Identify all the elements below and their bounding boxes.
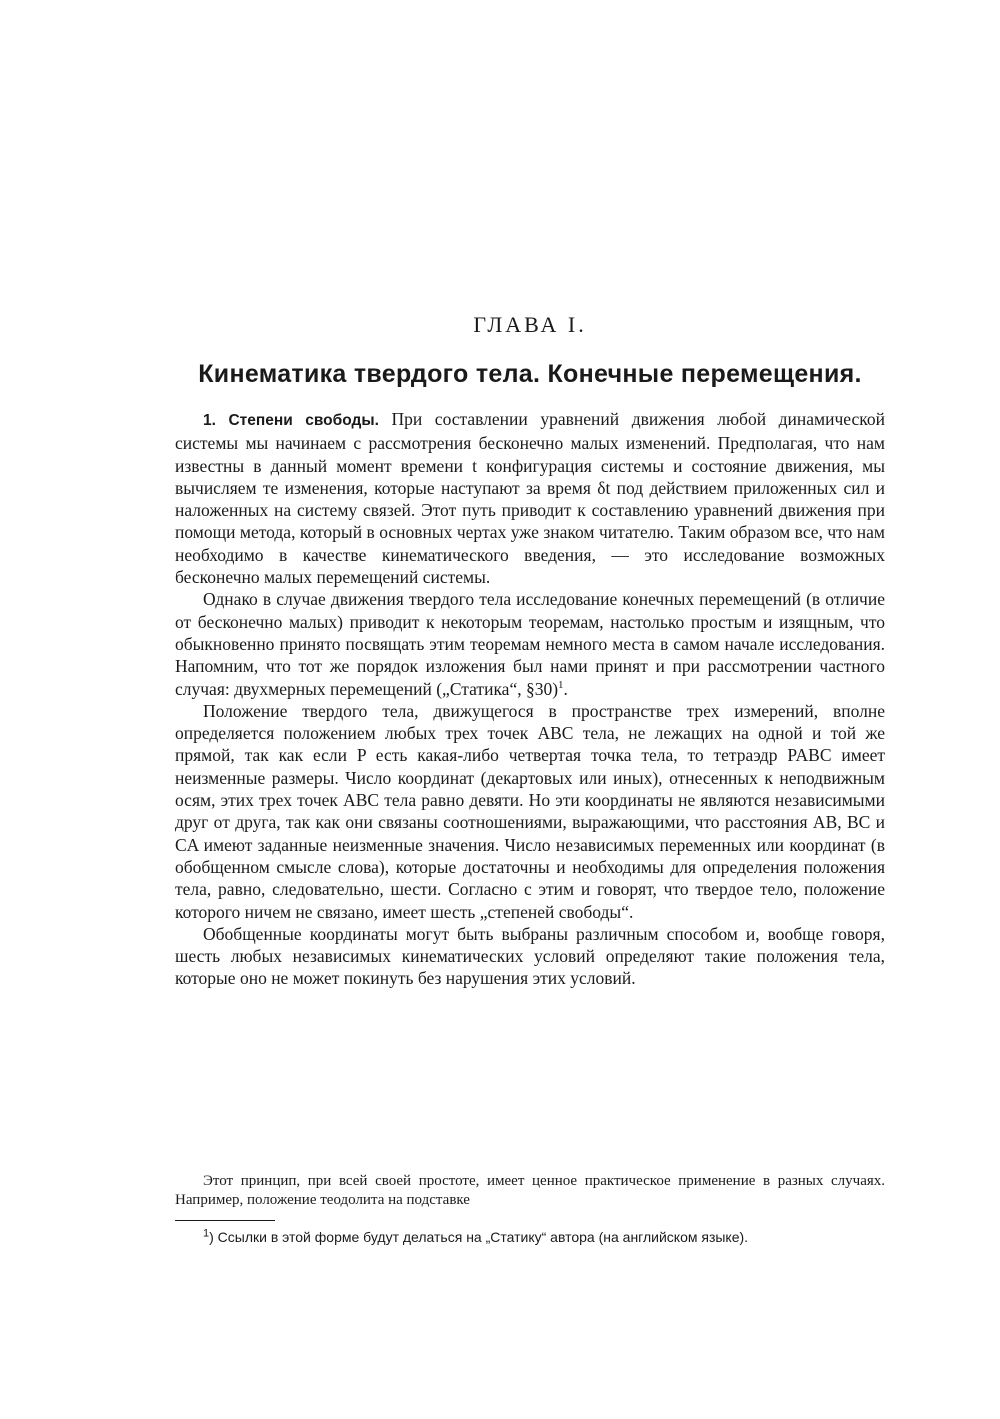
paragraph-4: Обобщенные координаты могут быть выбраны различным способом и, вообще говоря, шесть любых независимых кинематических условий определяют такие положения тела, которые оно не может покинуть без нарушения этих условий. bbox=[175, 923, 885, 989]
paragraph-1 bbox=[175, 408, 885, 588]
paragraph-2-end: . bbox=[563, 678, 568, 699]
chapter-label: ГЛАВА I. bbox=[473, 312, 587, 337]
section-heading: 1. Степени свободы. bbox=[203, 412, 379, 429]
footnote-divider bbox=[175, 1220, 275, 1221]
paragraph-2-text: Однако в случае движения твердого тела исследование конечных перемещений (в отличие от бесконечно малых) приводит к некоторым теоремам, настолько простым и изящным, что обыкновенно принято посвящать этим теоремам немного места в самом начале исследования. Напомним, что тот же порядок изложения был нами принят и при рассмотрении частного случая: двухмерных перемещений („Статика“, §30) bbox=[175, 589, 885, 699]
paragraph-2 bbox=[175, 588, 885, 699]
small-paragraph: Этот принцип, при всей своей простоте, имеет ценное практическое применение в разных случаях. Например, положение теодолита на подставке bbox=[175, 1173, 885, 1208]
footnote-ref: 1 bbox=[558, 678, 564, 691]
footnote bbox=[175, 1228, 885, 1247]
paragraph-3: Положение твердого тела, движущегося в пространстве трех измерений, вполне определяется положением любых трех точек ABC тела, не лежащих на одной и той же прямой, так как если P есть какая-либо четвертая точка тела, то тетраэдр PABC имеет неизменные размеры. Число координат (декартовых или иных), отнесенных к неподвижным осям, этих трех точек ABC тела равно девяти. Но эти координаты не являются независимыми друг от друга, так как они связаны соотношениями, выражающими, что расстояния AB, BC и CA имеют заданные неизменные значения. Число независимых переменных или координат (в обобщенном смысле слова), которые достаточны и необходимы для определения положения тела, равно, следовательно, шести. Согласно с этим и говорят, что твердое тело, положение которого ничем не связано, имеет шесть „степеней свободы“. bbox=[175, 700, 885, 922]
footnote-text: ) Ссылки в этой форме будут делаться на „Статику“ автора (на английском языке). bbox=[209, 1229, 749, 1245]
paragraph-1-text: При составлении уравнений движения любой динамической системы мы начинаем с рассмотрения бесконечно малых изменений. Предполагая, что нам известны в данный момент времени t конфигурация системы и состояние движения, мы вычисляем те изменения, которые наступают за время δt под действием приложенных сил и наложенных на систему связей. Этот путь приводит к составлению уравнений движения при помощи метода, который в основных чертах уже знаком читателю. Таким образом все, что нам необходимо в качестве кинематического введения, — это исследование возможных бесконечно малых перемещений системы. bbox=[175, 409, 885, 588]
footnote-marker: 1 bbox=[203, 1227, 210, 1240]
footnote-text-block bbox=[175, 1228, 885, 1247]
chapter-title: Кинематика твердого тела. Конечные перемещения. bbox=[198, 360, 862, 388]
small-print-paragraph bbox=[175, 1172, 885, 1210]
body-text bbox=[175, 408, 885, 990]
